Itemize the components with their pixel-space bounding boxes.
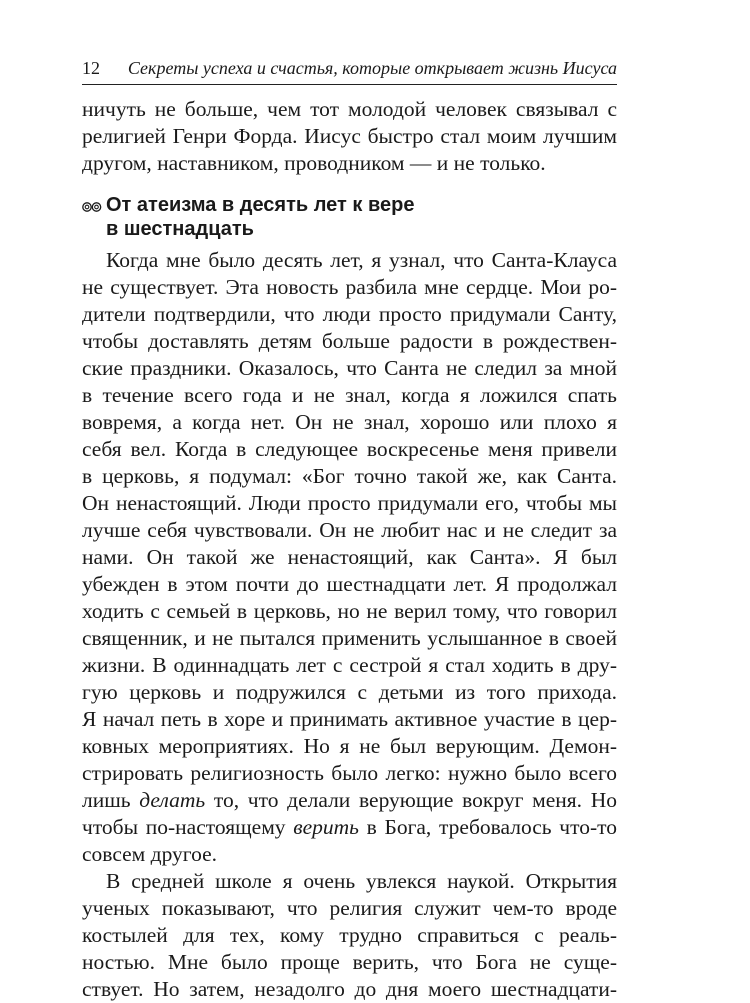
page-number: 12	[82, 58, 100, 78]
text-line-with-italic	[82, 814, 617, 841]
text-line: ские праздники. Оказалось, что Санта не следил за мной	[82, 356, 617, 380]
text-line: жизни. В одиннадцать лет с сестрой я стал ходить в дру-	[82, 653, 617, 677]
text-line: ствует. Но затем, незадолго до дня моего шестнадцати-	[82, 977, 617, 1001]
text-line: стрировать религиозность было легко: нужно было всего	[82, 761, 617, 785]
text-line: Я начал петь в хоре и принимать активное участие в цер-	[82, 707, 617, 731]
text-line: костылей для тех, кому трудно справиться с реаль-	[82, 923, 617, 947]
text-segment: то, что делали верующие вокруг меня. Но	[205, 788, 617, 812]
text-line: ничуть не больше, чем тот молодой человек связывал с	[82, 97, 617, 121]
text-line: совсем другое.	[82, 842, 218, 866]
text-line: дители подтвердили, что люди просто придумали Санту,	[82, 302, 617, 326]
text-line: в церковь, я подумал: «Бог точно такой же, как Санта.	[82, 464, 617, 488]
text-line: ходить с семьей в церковь, но не верил тому, что говорил	[82, 599, 617, 623]
text-segment: в Бога, требовалось что-то	[358, 815, 617, 839]
running-head	[82, 56, 617, 80]
text-line: нами. Он такой же ненастоящий, как Санта». Я был	[82, 545, 617, 569]
text-line: Когда мне было десять лет, я узнал, что Санта-Клауса	[106, 248, 617, 272]
text-line: убежден в этом почти до шестнадцати лет. Я продолжал	[82, 572, 617, 596]
italic-emphasis: делать	[139, 788, 206, 812]
text-line: ковных мероприятиях. Но я не был верующим. Демон-	[82, 734, 617, 758]
text-line: Он ненастоящий. Люди просто придумали его, чтобы мы	[82, 491, 617, 515]
section-heading-line1: От атеизма в десять лет к вере	[106, 194, 415, 216]
double-ring-ornament-icon	[82, 201, 102, 213]
text-line: религией Генри Форда. Иисус быстро стал моим лучшим	[82, 124, 617, 148]
text-line: в течение всего года и не знал, когда я ложился спать	[82, 383, 617, 407]
text-line: чтобы доставлять детям больше радости в рождествен-	[82, 329, 617, 353]
text-line: себя вел. Когда в следующее воскресенье меня привели	[82, 437, 617, 461]
section-heading	[82, 192, 617, 218]
book-title: Секреты успеха и счастья, которые открывает жизнь Иисуса	[127, 58, 617, 78]
header-rule	[82, 84, 617, 85]
text-segment: лишь	[82, 788, 140, 812]
text-line: В средней школе я очень увлекся наукой. Открытия	[106, 869, 617, 893]
text-line: ученых показывают, что религия служит чем-то вроде	[82, 896, 617, 920]
text-line: вовремя, а когда нет. Он не знал, хорошо или плохо я	[82, 410, 617, 434]
text-line: не существует. Эта новость разбила мне сердце. Мои ро-	[82, 275, 617, 299]
italic-emphasis: верить	[293, 815, 359, 839]
text-line: лучше себя чувствовали. Он не любит нас и не следит за	[82, 518, 617, 542]
text-line: гую церковь и подружился с детьми из того прихода.	[82, 680, 617, 704]
text-line: другом, наставником, проводником — и не только.	[82, 151, 546, 175]
text-line: ностью. Мне было проще верить, что Бога не суще-	[82, 950, 617, 974]
text-line: священник, и не пытался применить услышанное в своей	[82, 626, 617, 650]
text-segment: чтобы по-настоящему	[82, 815, 294, 839]
section-heading-line2: в шестнадцать	[106, 218, 254, 240]
text-line-with-italic	[82, 787, 617, 814]
